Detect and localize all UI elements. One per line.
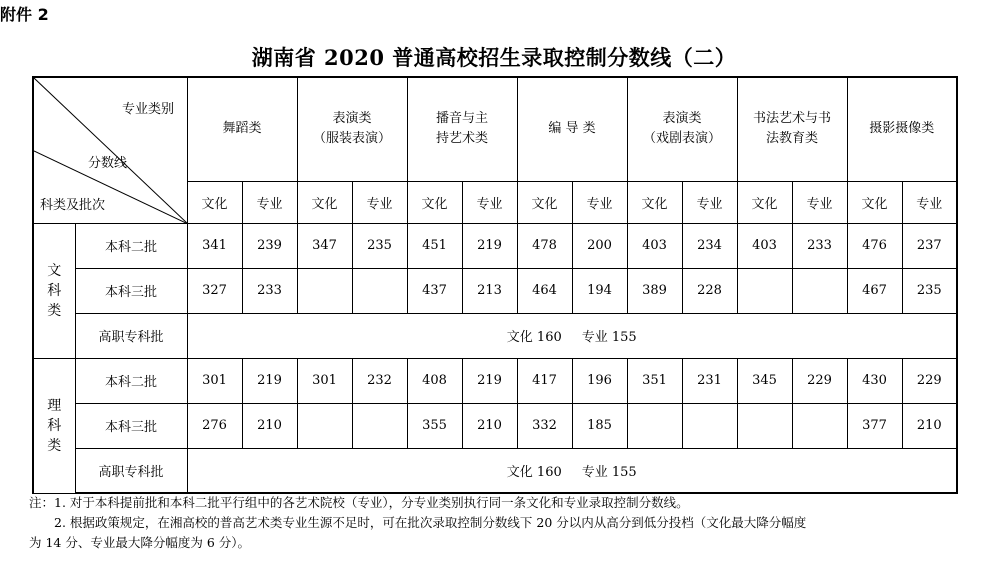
- score-cell: 219: [462, 358, 517, 403]
- subheader-culture: 文化: [187, 181, 242, 223]
- score-cell: 355: [407, 403, 462, 448]
- score-cell: [297, 403, 352, 448]
- batch-label: 高职专科批: [75, 313, 187, 358]
- score-cell: 408: [407, 358, 462, 403]
- subheader-major: 专业: [242, 181, 297, 223]
- score-table: [32, 76, 958, 494]
- vocational-score-cell: [187, 313, 957, 358]
- score-cell: 210: [902, 403, 957, 448]
- vocational-culture-score: 文化 160: [506, 330, 562, 345]
- subheader-culture: 文化: [407, 181, 462, 223]
- score-cell: 210: [242, 403, 297, 448]
- subheader-culture: 文化: [847, 181, 902, 223]
- subheader-major: 专业: [352, 181, 407, 223]
- table-row: [33, 268, 957, 313]
- score-cell: 235: [902, 268, 957, 313]
- score-cell: 332: [517, 403, 572, 448]
- batch-label: 高职专科批: [75, 448, 187, 493]
- batch-label: 本科二批: [75, 358, 187, 403]
- score-cell: 213: [462, 268, 517, 313]
- score-cell: [792, 268, 847, 313]
- score-cell: 417: [517, 358, 572, 403]
- vocational-culture-score: 文化 160: [506, 464, 562, 480]
- score-cell: [297, 268, 352, 313]
- subheader-major: 专业: [462, 181, 517, 223]
- score-cell: 276: [187, 403, 242, 448]
- score-cell: 345: [737, 358, 792, 403]
- score-cell: [627, 403, 682, 448]
- notes: [29, 493, 969, 553]
- subheader-major: 专业: [682, 181, 737, 223]
- score-cell: 196: [572, 358, 627, 403]
- subheader-major: 专业: [902, 181, 957, 223]
- score-cell: 229: [902, 358, 957, 403]
- vocational-score-cell: [187, 448, 957, 493]
- score-cell: [737, 403, 792, 448]
- category-header-calligraphy: 书法艺术与书 法教育类: [737, 77, 847, 181]
- batch-label: 本科三批: [75, 403, 187, 448]
- page-title: 湖南省 2020 普通高校招生录取控制分数线（二）: [251, 45, 737, 70]
- score-cell: 347: [297, 223, 352, 268]
- subheader-culture: 文化: [517, 181, 572, 223]
- score-cell: 219: [462, 223, 517, 268]
- diagonal-label-major-category: 专业类别: [122, 102, 175, 117]
- score-cell: 219: [242, 358, 297, 403]
- score-cell: 403: [737, 223, 792, 268]
- category-header-photography: 摄影摄像类: [847, 77, 957, 181]
- score-cell: 229: [792, 358, 847, 403]
- score-cell: 301: [297, 358, 352, 403]
- score-cell: [682, 403, 737, 448]
- score-cell: 228: [682, 268, 737, 313]
- score-cell: 389: [627, 268, 682, 313]
- category-header-directing: 编 导 类: [517, 77, 627, 181]
- score-cell: 476: [847, 223, 902, 268]
- note-line-2: 2. 根据政策规定，在湘高校的普高艺术类专业生源不足时，可在批次录取控制分数线下 20 分以内从高分到低分投档（文化最大降分幅度: [54, 515, 807, 530]
- note-line-3: 为 14 分、专业最大降分幅度为 6 分）。: [29, 535, 251, 550]
- track-label-liberal-arts: 文 科 类: [33, 223, 75, 358]
- score-cell: [792, 403, 847, 448]
- score-cell: 451: [407, 223, 462, 268]
- diagonal-label-score-line: 分数线: [88, 156, 128, 171]
- score-cell: 341: [187, 223, 242, 268]
- score-cell: 239: [242, 223, 297, 268]
- score-cell: 478: [517, 223, 572, 268]
- score-cell: 194: [572, 268, 627, 313]
- score-cell: 234: [682, 223, 737, 268]
- score-cell: 403: [627, 223, 682, 268]
- table-row-vocational: [33, 448, 957, 493]
- category-header-drama-performance: 表演类 （戏剧表演）: [627, 77, 737, 181]
- score-cell: 464: [517, 268, 572, 313]
- score-cell: 430: [847, 358, 902, 403]
- score-cell: 231: [682, 358, 737, 403]
- category-header-dance: 舞蹈类: [187, 77, 297, 181]
- score-cell: 351: [627, 358, 682, 403]
- score-cell: 235: [352, 223, 407, 268]
- score-cell: 301: [187, 358, 242, 403]
- score-cell: 467: [847, 268, 902, 313]
- vocational-major-score: 专业 155: [581, 330, 637, 345]
- score-cell: 185: [572, 403, 627, 448]
- batch-label: 本科二批: [75, 223, 187, 268]
- vocational-major-score: 专业 155: [581, 464, 637, 480]
- subheader-culture: 文化: [737, 181, 792, 223]
- score-cell: 237: [902, 223, 957, 268]
- subheader-culture: 文化: [627, 181, 682, 223]
- score-cell: 233: [792, 223, 847, 268]
- table-row: [33, 403, 957, 448]
- category-header-fashion-performance: 表演类 （服装表演）: [297, 77, 407, 181]
- score-cell: 200: [572, 223, 627, 268]
- score-cell: 377: [847, 403, 902, 448]
- subheader-major: 专业: [572, 181, 627, 223]
- track-label-science: 理 科 类: [33, 358, 75, 493]
- score-cell: 437: [407, 268, 462, 313]
- table-row: [33, 223, 957, 268]
- score-cell: 232: [352, 358, 407, 403]
- score-cell: [737, 268, 792, 313]
- category-header-broadcasting: 播音与主 持艺术类: [407, 77, 517, 181]
- batch-label: 本科三批: [75, 268, 187, 313]
- table-row: [33, 358, 957, 403]
- note-line-1: 注：1. 对于本科提前批和本科二批平行组中的各艺术院校（专业），分专业类别执行同一条文化和专业录取控制分数线。: [29, 495, 689, 510]
- score-cell: 210: [462, 403, 517, 448]
- table-row-vocational: [33, 313, 957, 358]
- score-cell: [352, 268, 407, 313]
- score-cell: 233: [242, 268, 297, 313]
- header-row: [33, 77, 957, 181]
- attachment-label: 附件 2: [0, 5, 49, 24]
- diagonal-label-track-batch: 科类及批次: [40, 198, 106, 213]
- subheader-major: 专业: [792, 181, 847, 223]
- diagonal-header-cell: [33, 77, 187, 223]
- score-cell: [352, 403, 407, 448]
- score-cell: 327: [187, 268, 242, 313]
- subheader-culture: 文化: [297, 181, 352, 223]
